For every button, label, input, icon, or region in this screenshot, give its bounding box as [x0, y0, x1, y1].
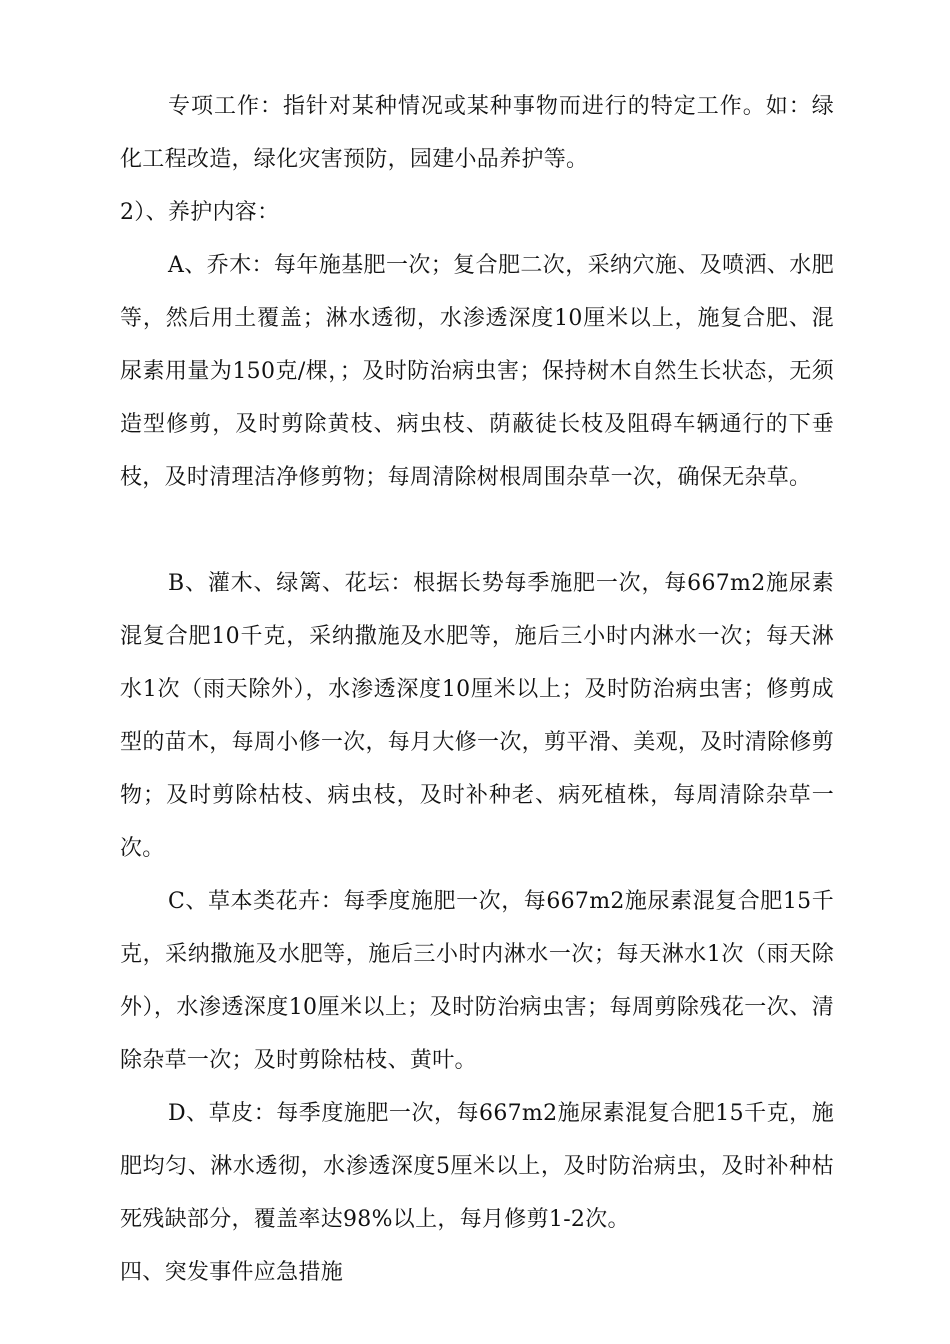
maintenance-content-heading: 2）、养护内容： [120, 200, 280, 225]
tree-maintenance-paragraph: A、乔木：每年施基肥一次；复合肥二次，采纳穴施、及喷洒、水肥等，然后用土覆盖；淋水透彻，水渗透深度10厘米以上，施复合肥、混尿素用量为150克/棵，；及时防治病虫害；保持树木自然生长状态，无须造型修剪，及时剪除黄枝、病虫枝、荫蔽徒长枝及阻碍车辆通行的下垂枝，及时清理洁净修剪物；每周清除树根周围杂草一次，确保无杂草。 [120, 253, 834, 490]
special-work-paragraph: 专项工作：指针对某种情况或某种事物而进行的特定工作。如：绿化工程改造，绿化灾害预防，园建小品养护等。 [120, 94, 834, 172]
flower-maintenance-paragraph: C、草本类花卉：每季度施肥一次，每667m2施尿素混复合肥15千克，采纳撒施及水肥等，施后三小时内淋水一次；每天淋水1次（雨天除外），水渗透深度10厘米以上；及时防治病虫害；每周剪除残花一次、清除杂草一次；及时剪除枯枝、黄叶。 [120, 889, 834, 1073]
lawn-maintenance-paragraph: D、草皮：每季度施肥一次，每667m2施尿素混复合肥15千克，施肥均匀、淋水透彻，水渗透深度5厘米以上，及时防治病虫，及时补种枯死残缺部分，覆盖率达98%以上，每月修剪1-2次。 [120, 1101, 834, 1232]
emergency-measures-heading: 四、突发事件应急措施 [120, 1260, 344, 1285]
shrub-maintenance-paragraph: B、灌木、绿篱、花坛：根据长势每季施肥一次，每667m2施尿素混复合肥10千克，采纳撒施及水肥等，施后三小时内淋水一次；每天淋水1次（雨天除外），水渗透深度10厘米以上；及时防治病虫害；修剪成型的苗木，每周小修一次，每月大修一次，剪平滑、美观，及时清除修剪物；及时剪除枯枝、病虫枝，及时补种老、病死植株，每周清除杂草一次。 [120, 571, 834, 861]
